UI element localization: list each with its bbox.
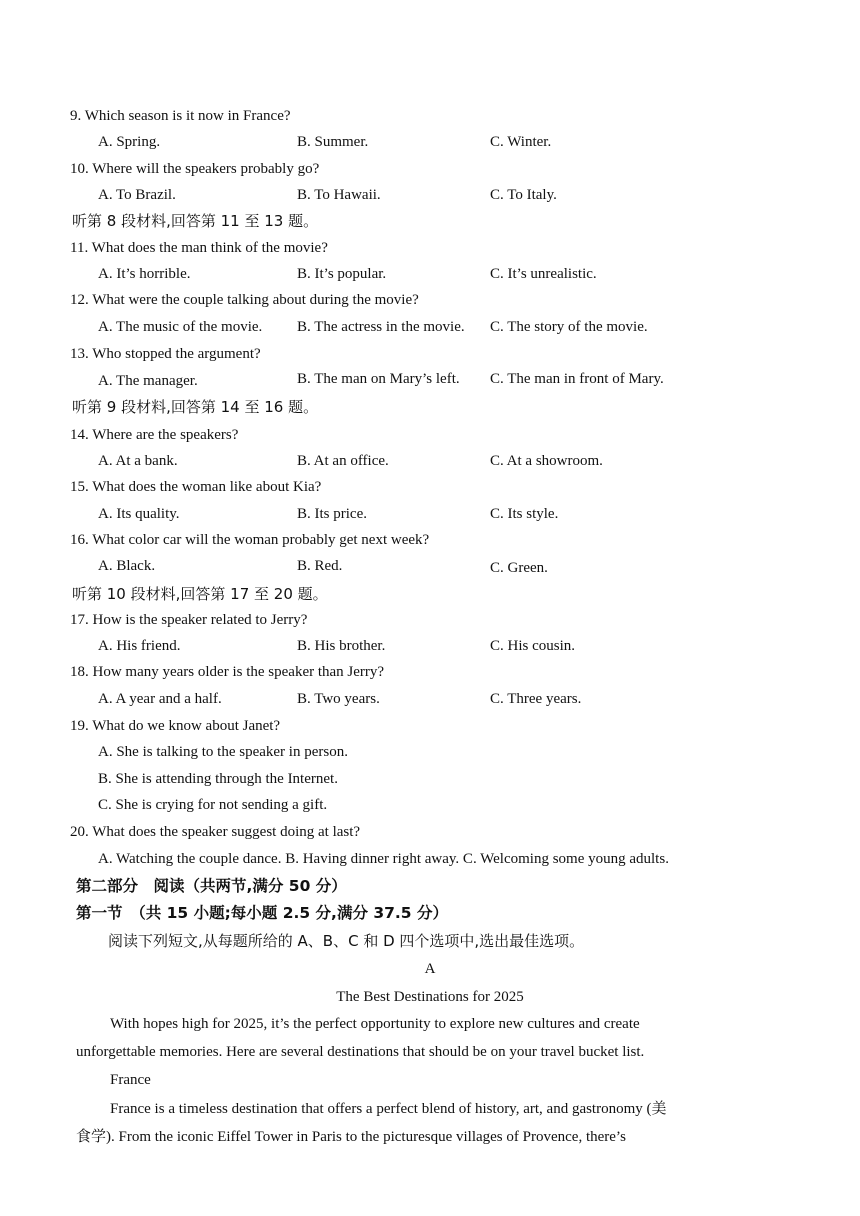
question-18-option-c: C. Three years.: [490, 691, 582, 707]
listening-header-8: 听第 8 段材料,回答第 11 至 13 题。: [72, 212, 319, 230]
passage-heading-france: France: [110, 1072, 151, 1088]
question-13-stem: 13. Who stopped the argument?: [70, 346, 261, 362]
passage-title: The Best Destinations for 2025: [336, 989, 524, 1005]
question-17-option-c: C. His cousin.: [490, 638, 576, 654]
question-18-option-a: A. A year and a half.: [98, 691, 222, 707]
question-16-option-a: A. Black.: [98, 558, 156, 574]
question-18-option-b: B. Two years.: [297, 691, 380, 707]
question-9-stem: 9. Which season is it now in France?: [70, 108, 291, 124]
question-19-stem: 19. What do we know about Janet?: [70, 718, 281, 734]
question-15-option-a: A. Its quality.: [98, 506, 180, 522]
question-19-option-c: C. She is crying for not sending a gift.: [98, 797, 328, 813]
question-15-option-c: C. Its style.: [490, 506, 559, 522]
listening-header-10: 听第 10 段材料,回答第 17 至 20 题。: [72, 585, 328, 603]
part2-instruction: 阅读下列短文,从每题所给的 A、B、C 和 D 四个选项中,选出最佳选项。: [108, 932, 585, 950]
question-17-option-b: B. His brother.: [297, 638, 386, 654]
question-13-option-c: C. The man in front of Mary.: [490, 371, 664, 387]
question-14-option-b: B. At an office.: [297, 453, 389, 469]
question-14-option-a: A. At a bank.: [98, 453, 178, 469]
part2-section1-title: 第一节 （共 15 小题;每小题 2.5 分,满分 37.5 分）: [76, 904, 448, 922]
question-19-option-a: A. She is talking to the speaker in person.: [98, 744, 348, 760]
question-16-option-b: B. Red.: [297, 558, 343, 574]
question-12-option-b: B. The actress in the movie.: [297, 319, 465, 335]
question-15-stem: 15. What does the woman like about Kia?: [70, 479, 322, 495]
question-12-option-a: A. The music of the movie.: [98, 319, 263, 335]
listening-header-9: 听第 9 段材料,回答第 14 至 16 题。: [72, 398, 319, 416]
question-15-option-b: B. Its price.: [297, 506, 367, 522]
question-10-option-b: B. To Hawaii.: [297, 187, 381, 203]
passage-intro-line-2: unforgettable memories. Here are several destinations that should be on your travel bucket list.: [76, 1044, 645, 1060]
question-9-option-b: B. Summer.: [297, 134, 369, 150]
question-17-stem: 17. How is the speaker related to Jerry?: [70, 612, 308, 628]
question-10-stem: 10. Where will the speakers probably go?: [70, 161, 320, 177]
question-16-option-c: C. Green.: [490, 560, 548, 576]
question-11-option-b: B. It’s popular.: [297, 266, 387, 282]
passage-label: A: [424, 961, 436, 977]
question-14-stem: 14. Where are the speakers?: [70, 427, 239, 443]
question-16-stem: 16. What color car will the woman probably get next week?: [70, 532, 430, 548]
question-20-stem: 20. What does the speaker suggest doing at last?: [70, 824, 361, 840]
question-13-option-b: B. The man on Mary’s left.: [297, 371, 460, 387]
question-11-option-c: C. It’s unrealistic.: [490, 266, 597, 282]
question-19-option-b: B. She is attending through the Internet.: [98, 771, 338, 787]
question-14-option-c: C. At a showroom.: [490, 453, 603, 469]
passage-france-line-1: France is a timeless destination that offers a perfect blend of history, art, and gastronomy (美: [110, 1101, 667, 1117]
question-10-option-a: A. To Brazil.: [98, 187, 176, 203]
question-11-stem: 11. What does the man think of the movie?: [70, 240, 328, 256]
question-10-option-c: C. To Italy.: [490, 187, 557, 203]
question-9-option-c: C. Winter.: [490, 134, 552, 150]
question-13-option-a: A. The manager.: [98, 373, 198, 389]
passage-intro-line-1: With hopes high for 2025, it’s the perfect opportunity to explore new cultures and create: [110, 1016, 640, 1032]
question-12-option-c: C. The story of the movie.: [490, 319, 648, 335]
passage-france-line-2: 食学). From the iconic Eiffel Tower in Paris to the picturesque villages of Provence, there’s: [76, 1129, 626, 1145]
question-9-option-a: A. Spring.: [98, 134, 161, 150]
question-12-stem: 12. What were the couple talking about during the movie?: [70, 292, 419, 308]
question-20-options: A. Watching the couple dance. B. Having dinner right away. C. Welcoming some young adults.: [98, 851, 669, 867]
part2-title: 第二部分 阅读（共两节,满分 50 分）: [76, 877, 347, 895]
question-18-stem: 18. How many years older is the speaker than Jerry?: [70, 664, 385, 680]
question-11-option-a: A. It’s horrible.: [98, 266, 191, 282]
question-17-option-a: A. His friend.: [98, 638, 181, 654]
